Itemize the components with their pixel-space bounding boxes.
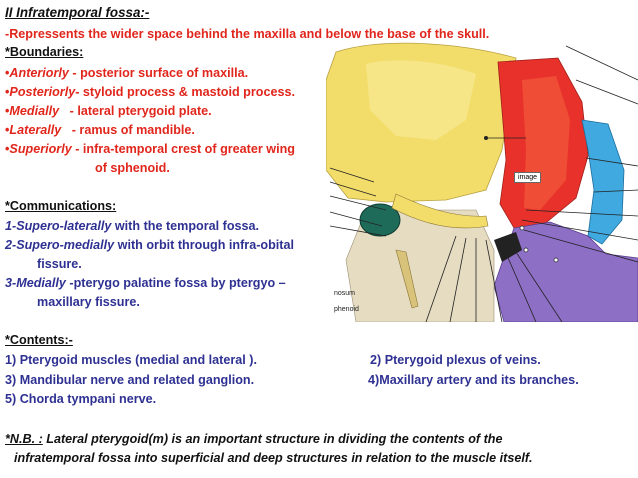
page-title: II Infratemporal fossa:- [5,5,150,20]
figure-image-label: image [514,172,541,183]
figure-label-sphenoid: phenoid [334,306,359,313]
boundary-continuation: of sphenoid. [95,161,170,175]
communication-item: 1-Supero-laterally with the temporal fossa. [5,219,260,233]
communication-item: 2-Supero-medially with orbit through infra-obital [5,238,294,252]
note-line-2: infratemporal fossa into superficial and deep structures in relation to the muscle itself. [14,451,533,465]
boundaries-heading: *Boundaries: [5,45,84,59]
communication-continuation: fissure. [37,257,82,271]
content-item: 4)Maxillary artery and its branches. [368,373,579,387]
content-item: 5) Chorda tympani nerve. [5,392,157,406]
content-item: 3) Mandibular nerve and related ganglion. [5,373,255,387]
content-item: 2) Pterygoid plexus of veins. [370,353,541,367]
communication-continuation: maxillary fissure. [37,295,140,309]
intro-text: -Repressents the wider space behind the maxilla and below the base of the skull. [5,27,490,41]
boundary-item: •Medially - lateral pterygoid plate. [5,104,212,118]
note-line-1: *N.B. : Lateral pterygoid(m) is an important structure in dividing the contents of the [5,432,503,446]
label-dot [484,136,488,140]
boundary-item: •Superiorly - infra-temporal crest of greater wing [5,142,295,156]
figure-label-nosum: nosum [334,290,356,297]
pterygoid-plate-cyan [582,120,624,244]
boundary-item: •Anteriorly - posterior surface of maxilla. [5,66,249,80]
communication-item: 3-Medially -pterygo palatine fossa by ptergyo – [5,276,286,290]
boundary-item: •Posteriorly- styloid process & mastoid process. [5,85,295,99]
infratemporal-fossa-illustration [326,40,638,322]
communications-heading: *Communications: [5,199,117,213]
contents-heading: *Contents:- [5,333,73,347]
boundary-item: •Laterally - ramus of mandible. [5,123,195,137]
content-item: 1) Pterygoid muscles (medial and lateral ). [5,353,257,367]
